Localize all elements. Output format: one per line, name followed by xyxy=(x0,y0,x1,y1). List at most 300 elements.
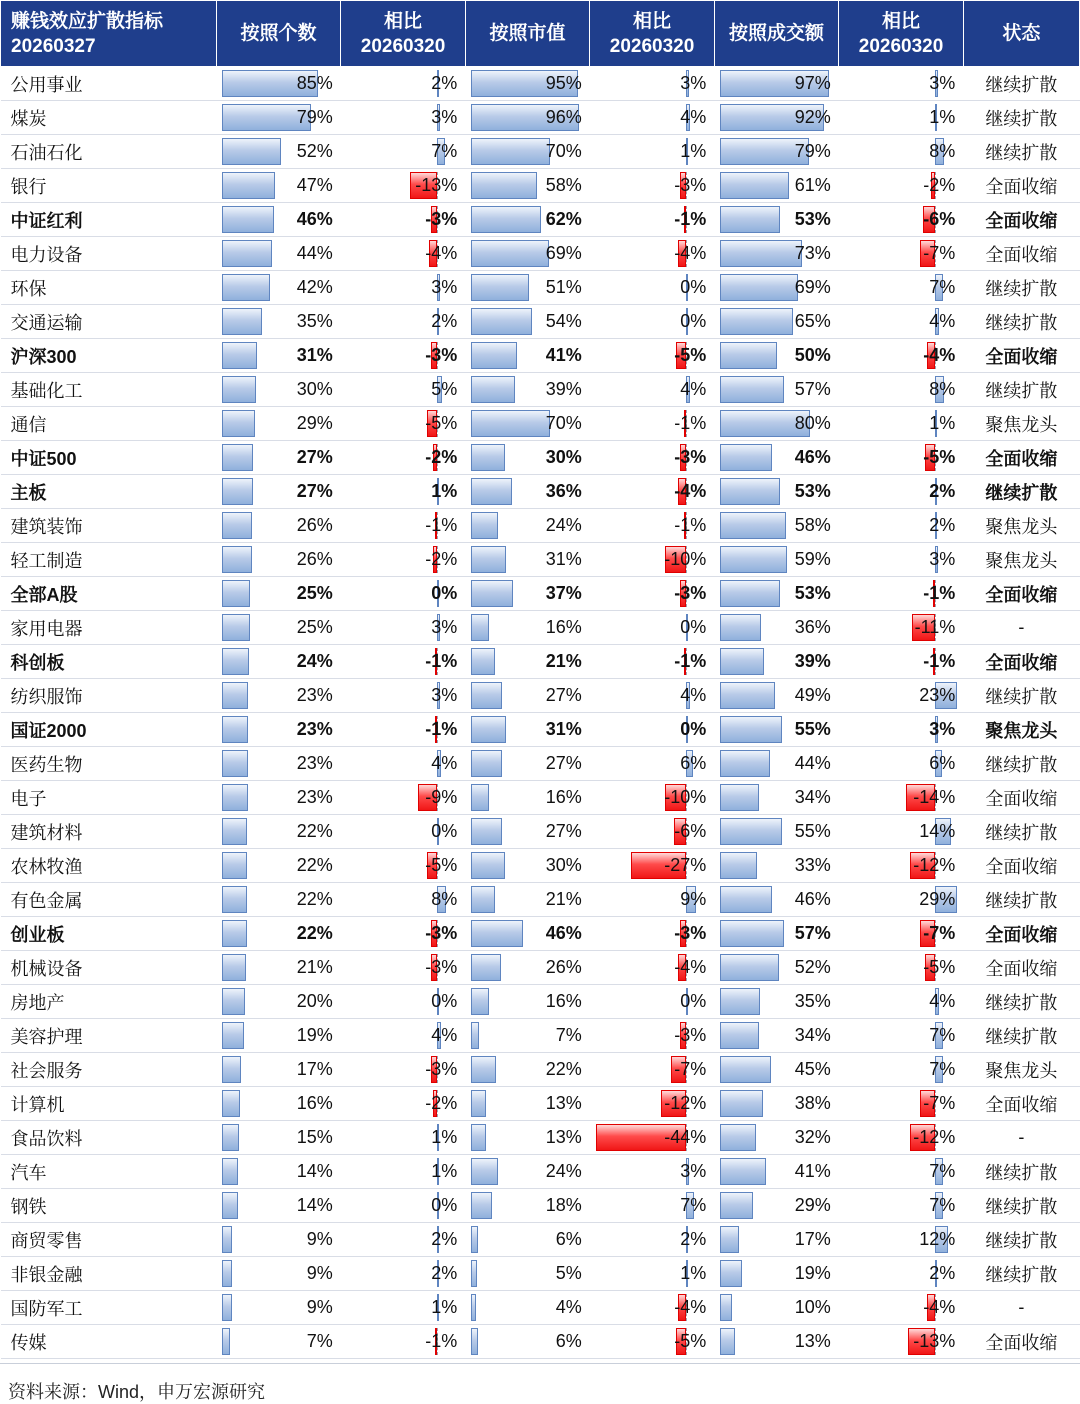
value-turnover: 50% xyxy=(794,345,831,365)
value-count_cmp: 2% xyxy=(431,73,458,93)
bar-count xyxy=(222,852,247,879)
table-row xyxy=(1,1291,1080,1325)
bar-count xyxy=(222,1328,230,1355)
bar-count xyxy=(222,308,261,335)
cell-cap_cmp xyxy=(590,1325,715,1359)
bar-cap xyxy=(471,1328,478,1355)
table-row xyxy=(1,509,1080,543)
bar-turnover xyxy=(720,886,772,913)
value-turnover_cmp: -4% xyxy=(923,1297,956,1317)
value-cap_cmp: -12% xyxy=(664,1093,707,1113)
value-count: 52% xyxy=(296,141,333,161)
bar-cap xyxy=(471,784,489,811)
cell-count_cmp xyxy=(341,1189,466,1223)
cell-turnover xyxy=(714,135,839,169)
cell-turnover_cmp xyxy=(839,1291,964,1325)
cell-cap xyxy=(465,1053,590,1087)
value-turnover: 55% xyxy=(794,821,831,841)
cell-cap xyxy=(465,169,590,203)
value-count_cmp: -13% xyxy=(415,175,458,195)
bar-turnover xyxy=(720,1090,763,1117)
cell-count_cmp xyxy=(341,1087,466,1121)
value-count_cmp: 4% xyxy=(431,1025,458,1045)
cell-turnover xyxy=(714,271,839,305)
cell-count_cmp xyxy=(341,747,466,781)
value-turnover: 34% xyxy=(794,787,831,807)
cell-turnover_cmp xyxy=(839,203,964,237)
cell-turnover xyxy=(714,1019,839,1053)
value-cap: 13% xyxy=(545,1127,582,1147)
cell-cap_cmp xyxy=(590,747,715,781)
value-turnover_cmp: 3% xyxy=(929,719,956,739)
cell-cap_cmp xyxy=(590,1291,715,1325)
table-row xyxy=(1,407,1080,441)
table-row xyxy=(1,1087,1080,1121)
cell-count_cmp xyxy=(341,373,466,407)
cell-turnover_cmp xyxy=(839,305,964,339)
cell-turnover xyxy=(714,849,839,883)
value-cap_cmp: 7% xyxy=(680,1195,707,1215)
value-count_cmp: -9% xyxy=(425,787,458,807)
value-turnover: 53% xyxy=(794,481,831,501)
value-count: 7% xyxy=(306,1331,333,1351)
status-badge: 全面收缩 xyxy=(985,958,1058,979)
bar-turnover xyxy=(720,988,759,1015)
row-label: 建筑装饰 xyxy=(10,516,83,537)
value-cap_cmp: -27% xyxy=(664,855,707,875)
value-count: 20% xyxy=(296,991,333,1011)
cell-turnover_cmp xyxy=(839,781,964,815)
cell-turnover_cmp xyxy=(839,441,964,475)
cell-count_cmp xyxy=(341,883,466,917)
value-cap: 16% xyxy=(545,787,582,807)
row-label: 电子 xyxy=(10,788,47,809)
row-label: 钢铁 xyxy=(10,1196,47,1217)
bar-cap xyxy=(471,342,517,369)
value-turnover: 46% xyxy=(794,889,831,909)
status-badge: 全面收缩 xyxy=(985,448,1058,469)
cell-count_cmp xyxy=(341,1121,466,1155)
cell-cap_cmp xyxy=(590,373,715,407)
value-turnover: 92% xyxy=(794,107,831,127)
value-count: 19% xyxy=(296,1025,333,1045)
cell-turnover_cmp xyxy=(839,373,964,407)
table-row xyxy=(1,1053,1080,1087)
cell-count_cmp xyxy=(341,203,466,237)
bar-count xyxy=(222,138,281,165)
value-cap: 27% xyxy=(545,821,582,841)
value-cap: 27% xyxy=(545,753,582,773)
cell-count xyxy=(216,339,341,373)
table-row xyxy=(1,815,1080,849)
value-cap_cmp: -4% xyxy=(674,481,707,501)
cell-cap xyxy=(465,1189,590,1223)
cell-turnover xyxy=(714,1325,839,1359)
cell-count_cmp xyxy=(341,713,466,747)
cell-turnover_cmp xyxy=(839,883,964,917)
bar-cap xyxy=(471,1124,486,1151)
bar-count xyxy=(222,1294,232,1321)
cell-cap_cmp xyxy=(590,101,715,135)
bar-turnover xyxy=(720,444,772,471)
cell-count xyxy=(216,305,341,339)
value-count_cmp: -1% xyxy=(425,515,458,535)
value-count: 23% xyxy=(296,753,333,773)
header-title xyxy=(1,1,217,67)
value-cap: 16% xyxy=(545,991,582,1011)
status-badge: 全面收缩 xyxy=(985,924,1058,945)
value-cap: 37% xyxy=(545,583,582,603)
cell-count xyxy=(216,475,341,509)
status-badge: 继续扩散 xyxy=(985,1196,1058,1217)
bar-count xyxy=(222,478,252,505)
status-badge: 全面收缩 xyxy=(985,244,1058,265)
value-cap: 16% xyxy=(545,617,582,637)
cell-cap xyxy=(465,441,590,475)
bar-count xyxy=(222,240,272,267)
value-cap_cmp: 1% xyxy=(680,141,707,161)
table-row xyxy=(1,271,1080,305)
cell-count xyxy=(216,101,341,135)
status-badge: 全面收缩 xyxy=(985,652,1058,673)
bar-turnover xyxy=(720,274,798,301)
cell-cap xyxy=(465,917,590,951)
value-turnover_cmp: 7% xyxy=(929,1025,956,1045)
cell-count_cmp xyxy=(341,237,466,271)
cell-turnover_cmp xyxy=(839,679,964,713)
cell-turnover xyxy=(714,1291,839,1325)
bar-cap xyxy=(471,1158,498,1185)
status-badge: 继续扩散 xyxy=(985,992,1058,1013)
table-row xyxy=(1,611,1080,645)
bar-cap xyxy=(471,172,536,199)
value-turnover_cmp: 1% xyxy=(929,107,956,127)
cell-turnover xyxy=(714,373,839,407)
value-count: 23% xyxy=(296,719,333,739)
value-count_cmp: -2% xyxy=(425,1093,458,1113)
cell-cap xyxy=(465,543,590,577)
row-label: 国防军工 xyxy=(10,1298,83,1319)
row-label: 机械设备 xyxy=(10,958,83,979)
row-label: 科创板 xyxy=(10,652,65,673)
cell-cap_cmp xyxy=(590,849,715,883)
cell-count_cmp xyxy=(341,475,466,509)
value-cap: 4% xyxy=(555,1297,582,1317)
value-cap: 18% xyxy=(545,1195,582,1215)
row-label: 食品饮料 xyxy=(10,1128,83,1149)
header-count-compare-date: 20260320 xyxy=(360,35,446,57)
value-turnover_cmp: -2% xyxy=(923,175,956,195)
row-label: 商贸零售 xyxy=(10,1230,83,1251)
value-count_cmp: 2% xyxy=(431,311,458,331)
value-cap_cmp: 0% xyxy=(680,617,707,637)
cell-count xyxy=(216,1189,341,1223)
value-count_cmp: 2% xyxy=(431,1263,458,1283)
cell-cap_cmp xyxy=(590,645,715,679)
cell-turnover xyxy=(714,407,839,441)
table-row xyxy=(1,917,1080,951)
value-turnover: 38% xyxy=(794,1093,831,1113)
table-row xyxy=(1,1121,1080,1155)
value-turnover: 65% xyxy=(794,311,831,331)
value-count_cmp: -1% xyxy=(425,651,458,671)
cell-cap xyxy=(465,815,590,849)
bar-turnover xyxy=(720,1328,735,1355)
cell-turnover_cmp xyxy=(839,645,964,679)
cell-turnover_cmp xyxy=(839,1019,964,1053)
bar-turnover xyxy=(720,1260,741,1287)
cell-cap_cmp xyxy=(590,169,715,203)
value-cap_cmp: 6% xyxy=(680,753,707,773)
value-cap_cmp: 1% xyxy=(680,1263,707,1283)
cell-count_cmp xyxy=(341,815,466,849)
cell-turnover_cmp xyxy=(839,747,964,781)
cell-turnover_cmp xyxy=(839,577,964,611)
cell-turnover_cmp xyxy=(839,985,964,1019)
cell-count xyxy=(216,645,341,679)
value-count: 30% xyxy=(296,379,333,399)
bar-cap xyxy=(471,648,495,675)
cell-cap_cmp xyxy=(590,713,715,747)
cell-turnover_cmp xyxy=(839,169,964,203)
value-cap: 21% xyxy=(545,651,582,671)
cell-count xyxy=(216,883,341,917)
value-count_cmp: -4% xyxy=(425,243,458,263)
bar-count xyxy=(222,376,256,403)
value-turnover: 44% xyxy=(794,753,831,773)
cell-turnover xyxy=(714,713,839,747)
cell-count_cmp xyxy=(341,917,466,951)
value-cap: 21% xyxy=(545,889,582,909)
value-turnover_cmp: 2% xyxy=(929,481,956,501)
header-cap-compare-label: 相比 xyxy=(633,10,672,32)
status-badge: 继续扩散 xyxy=(985,822,1058,843)
value-turnover: 80% xyxy=(794,413,831,433)
cell-count_cmp xyxy=(341,305,466,339)
value-cap: 31% xyxy=(545,719,582,739)
value-cap_cmp: -3% xyxy=(674,923,707,943)
cell-count xyxy=(216,917,341,951)
status-badge: 继续扩散 xyxy=(985,108,1058,129)
value-cap_cmp: 3% xyxy=(680,1161,707,1181)
table-row xyxy=(1,475,1080,509)
bar-count xyxy=(222,410,255,437)
row-label: 沪深300 xyxy=(10,346,77,367)
value-turnover_cmp: -7% xyxy=(923,243,956,263)
cell-cap_cmp xyxy=(590,883,715,917)
status-badge: 聚焦龙头 xyxy=(985,720,1058,741)
header-turnover-compare-label: 相比 xyxy=(882,10,921,32)
bar-cap xyxy=(471,750,501,777)
value-turnover: 61% xyxy=(794,175,831,195)
cell-turnover xyxy=(714,237,839,271)
value-turnover_cmp: 23% xyxy=(919,685,956,705)
header-count-compare-label: 相比 xyxy=(384,10,423,32)
value-count_cmp: -2% xyxy=(425,447,458,467)
value-count: 26% xyxy=(296,515,333,535)
bar-turnover xyxy=(720,1192,753,1219)
cell-turnover_cmp xyxy=(839,849,964,883)
bar-turnover xyxy=(720,818,782,845)
cell-turnover xyxy=(714,781,839,815)
cell-count_cmp xyxy=(341,1019,466,1053)
value-count: 22% xyxy=(296,855,333,875)
cell-count xyxy=(216,169,341,203)
bar-turnover xyxy=(720,682,775,709)
cell-count xyxy=(216,611,341,645)
value-turnover_cmp: 1% xyxy=(929,413,956,433)
status-badge: 继续扩散 xyxy=(985,482,1058,503)
cell-count xyxy=(216,237,341,271)
bar-count xyxy=(222,342,257,369)
value-cap_cmp: -10% xyxy=(664,787,707,807)
cell-cap xyxy=(465,271,590,305)
value-turnover_cmp: -12% xyxy=(913,1127,956,1147)
value-turnover_cmp: -5% xyxy=(923,957,956,977)
header-cap-compare-date: 20260320 xyxy=(609,35,695,57)
cell-cap xyxy=(465,509,590,543)
value-count_cmp: 8% xyxy=(431,889,458,909)
bar-turnover xyxy=(720,1124,756,1151)
value-count: 26% xyxy=(296,549,333,569)
cell-cap xyxy=(465,1223,590,1257)
value-count: 42% xyxy=(296,277,333,297)
cell-cap_cmp xyxy=(590,1223,715,1257)
value-count: 27% xyxy=(296,447,333,467)
value-count_cmp: 3% xyxy=(431,685,458,705)
cell-turnover xyxy=(714,747,839,781)
cell-cap xyxy=(465,1121,590,1155)
bar-count xyxy=(222,750,248,777)
cell-count xyxy=(216,577,341,611)
value-cap: 30% xyxy=(545,447,582,467)
cell-turnover xyxy=(714,1087,839,1121)
cell-cap xyxy=(465,1019,590,1053)
status-badge: 全面收缩 xyxy=(985,788,1058,809)
value-cap_cmp: -4% xyxy=(674,957,707,977)
value-turnover: 34% xyxy=(794,1025,831,1045)
table-row xyxy=(1,645,1080,679)
value-count: 21% xyxy=(296,957,333,977)
cell-turnover_cmp xyxy=(839,543,964,577)
bar-count xyxy=(222,886,247,913)
value-count_cmp: 1% xyxy=(431,1297,458,1317)
value-cap: 30% xyxy=(545,855,582,875)
cell-cap_cmp xyxy=(590,1019,715,1053)
cell-count xyxy=(216,781,341,815)
row-label: 轻工制造 xyxy=(10,550,83,571)
bar-count xyxy=(222,274,269,301)
bar-count xyxy=(222,716,248,743)
value-turnover: 57% xyxy=(794,379,831,399)
cell-count_cmp xyxy=(341,67,466,101)
bar-cap xyxy=(471,478,512,505)
value-turnover_cmp: 3% xyxy=(929,73,956,93)
cell-turnover xyxy=(714,951,839,985)
table-row xyxy=(1,441,1080,475)
value-turnover_cmp: -1% xyxy=(923,583,956,603)
row-label: 环保 xyxy=(10,278,47,299)
cell-count_cmp xyxy=(341,509,466,543)
value-cap: 5% xyxy=(555,1263,582,1283)
value-cap_cmp: -10% xyxy=(664,549,707,569)
value-count_cmp: 7% xyxy=(431,141,458,161)
value-turnover_cmp: 4% xyxy=(929,991,956,1011)
table-row xyxy=(1,985,1080,1019)
cell-turnover_cmp xyxy=(839,1257,964,1291)
value-cap_cmp: -1% xyxy=(674,651,707,671)
row-label: 基础化工 xyxy=(10,380,83,401)
bar-count xyxy=(222,1158,238,1185)
status-badge: 继续扩散 xyxy=(985,74,1058,95)
value-cap: 41% xyxy=(545,345,582,365)
cell-turnover_cmp xyxy=(839,815,964,849)
row-label: 交通运输 xyxy=(10,312,83,333)
bar-count xyxy=(222,206,274,233)
cell-count xyxy=(216,1019,341,1053)
value-cap_cmp: 9% xyxy=(680,889,707,909)
value-count: 14% xyxy=(296,1161,333,1181)
cell-count xyxy=(216,441,341,475)
cell-count xyxy=(216,713,341,747)
cell-count_cmp xyxy=(341,169,466,203)
header-cap-compare xyxy=(590,1,715,67)
row-label: 农林牧渔 xyxy=(10,856,83,877)
bar-cap xyxy=(471,444,505,471)
table-row xyxy=(1,951,1080,985)
bar-cap xyxy=(471,988,489,1015)
cell-count xyxy=(216,1155,341,1189)
bar-turnover xyxy=(720,716,782,743)
cell-turnover xyxy=(714,305,839,339)
bar-cap xyxy=(471,852,505,879)
cell-count xyxy=(216,1257,341,1291)
value-turnover_cmp: 7% xyxy=(929,1059,956,1079)
bar-count xyxy=(222,818,247,845)
bar-turnover xyxy=(720,580,780,607)
cell-turnover_cmp xyxy=(839,1087,964,1121)
value-count_cmp: 0% xyxy=(431,1195,458,1215)
status-badge: - xyxy=(1018,1127,1025,1147)
header-turnover: 按照成交额 xyxy=(714,1,839,67)
value-cap: 22% xyxy=(545,1059,582,1079)
cell-turnover xyxy=(714,1257,839,1291)
value-turnover: 19% xyxy=(794,1263,831,1283)
table-row xyxy=(1,1257,1080,1291)
status-badge: 继续扩散 xyxy=(985,312,1058,333)
cell-turnover xyxy=(714,1121,839,1155)
cell-cap_cmp xyxy=(590,441,715,475)
cell-count_cmp xyxy=(341,577,466,611)
value-turnover_cmp: 7% xyxy=(929,1161,956,1181)
cell-turnover xyxy=(714,203,839,237)
value-cap: 24% xyxy=(545,515,582,535)
table-row xyxy=(1,849,1080,883)
value-count_cmp: -5% xyxy=(425,855,458,875)
row-label: 主板 xyxy=(10,482,47,503)
table-row xyxy=(1,1325,1080,1359)
row-label: 建筑材料 xyxy=(10,822,83,843)
bar-cap xyxy=(471,716,506,743)
cell-cap xyxy=(465,985,590,1019)
value-turnover_cmp: 7% xyxy=(929,277,956,297)
cell-turnover_cmp xyxy=(839,1189,964,1223)
value-cap: 6% xyxy=(555,1331,582,1351)
cell-cap_cmp xyxy=(590,917,715,951)
cell-count_cmp xyxy=(341,781,466,815)
table-row xyxy=(1,305,1080,339)
cell-count xyxy=(216,985,341,1019)
